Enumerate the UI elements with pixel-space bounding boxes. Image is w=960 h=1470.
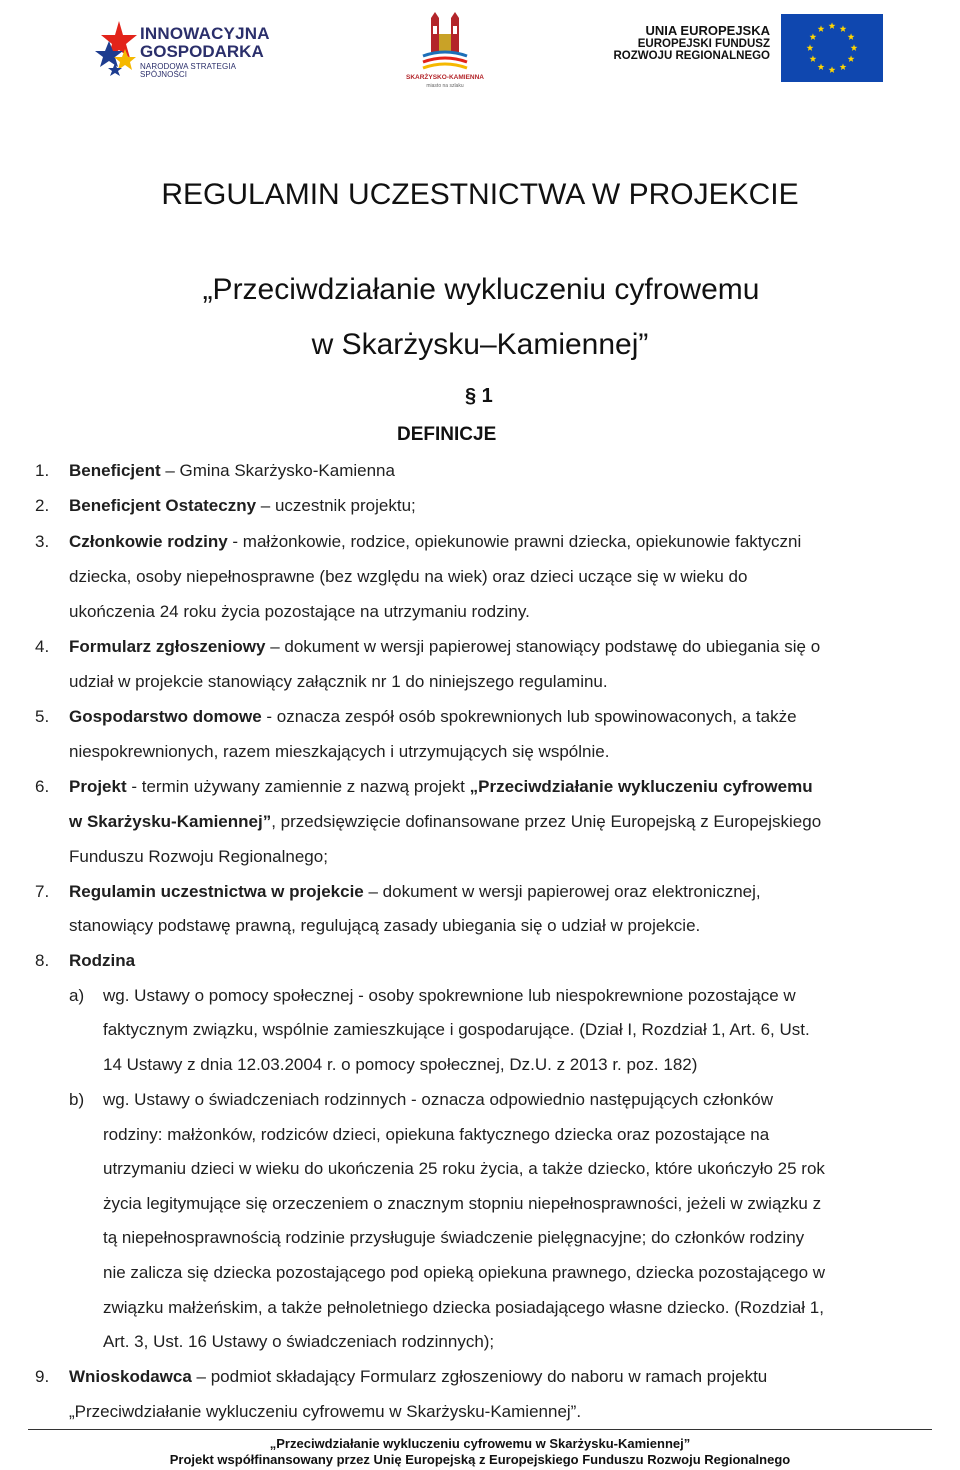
def-text-line: ukończenia 24 roku życia pozostające na utrzymaniu rodziny. <box>69 602 530 621</box>
def-text-line: stanowiący podstawę prawną, regulującą zasady ubiegania się o udział w projekcie. <box>69 916 701 935</box>
ig-logo-line2: GOSPODARKA <box>140 42 264 61</box>
def-number: 2. <box>35 496 50 515</box>
def-term: Gospodarstwo domowe <box>69 707 262 726</box>
skarzysko-kamienna-logo <box>395 12 495 92</box>
sk-logo-line1: SKARŻYSKO-KAMIENNA <box>406 74 484 81</box>
def-number: 7. <box>35 882 50 901</box>
section-title: DEFINICJE <box>397 424 497 445</box>
def-text-line: wg. Ustawy o świadczeniach rodzinnych - oznacza odpowiednio następujących członków <box>103 1090 773 1109</box>
def-number: 9. <box>35 1367 50 1386</box>
ue-logo-line3: ROZWOJU REGIONALNEGO <box>613 49 770 62</box>
def-text-line: udział w projekcie stanowiący załącznik nr 1 do niniejszego regulaminu. <box>69 672 608 691</box>
def-text: – Gmina Skarżysko-Kamienna <box>160 461 395 480</box>
def-text-line <box>69 813 821 830</box>
def-text: , przedsięwzięcie dofinansowane przez Unię Europejską z Europejskiego <box>271 812 822 831</box>
project-name-bold: w Skarżysku-Kamiennej” <box>69 812 272 831</box>
def-term: Formularz zgłoszeniowy <box>69 637 266 656</box>
ue-logo-text <box>600 24 770 62</box>
def-text-line: niespokrewnionych, razem mieszkających i utrzymujących się wspólnie. <box>69 742 610 761</box>
def-text-line: związku małżeńskim, a także pełnoletniego dziecka posiadającego własne dziecko. (Rozdział 1, <box>103 1298 824 1317</box>
def-number: 1. <box>35 461 50 480</box>
header-logos <box>0 0 960 100</box>
def-text-line: utrzymaniu dzieci w wieku do ukończenia 25 roku życia, a także dziecko, które ukończyło 25 rok <box>103 1159 825 1178</box>
sk-logo-line2: miasto na szlaku <box>426 83 464 89</box>
innowacyjna-gospodarka-logo <box>95 17 275 87</box>
sub-item-label: a) <box>69 986 85 1005</box>
def-wnioskodawca <box>69 1368 767 1385</box>
def-text-line: wg. Ustawy o pomocy społecznej - osoby spokrewnione lub niespokrewnione pozostające w <box>103 986 796 1005</box>
project-name-bold: „Przeciwdziałanie wykluczeniu cyfrowemu <box>469 777 813 796</box>
ue-logo-line2: EUROPEJSKI FUNDUSZ <box>637 37 770 50</box>
def-rodzina <box>69 952 135 969</box>
project-name-line1: „Przeciwdziałanie wykluczeniu cyfrowemu <box>202 273 760 306</box>
def-beneficjent <box>69 462 395 479</box>
def-text-line: tą niepełnosprawnością rodzinie przysługuje świadczenie pielęgnacyjne; do członków rodziny <box>103 1228 805 1247</box>
def-number: 4. <box>35 637 50 656</box>
def-text-line: Art. 3, Ust. 16 Ustawy o świadczeniach rodzinnych); <box>103 1332 495 1351</box>
def-term: Beneficjent Ostateczny <box>69 496 257 515</box>
def-term: Projekt <box>69 777 127 796</box>
ig-logo-line3: NARODOWA STRATEGIA SPÓJNOŚCI <box>140 62 236 79</box>
project-name-line2: w Skarżysku–Kamiennej” <box>311 328 649 361</box>
def-text: - termin używany zamiennie z nazwą projekt <box>126 777 470 796</box>
def-text: – dokument w wersji papierowej stanowiący podstawę do ubiegania się o <box>265 637 821 656</box>
def-term: Beneficjent <box>69 461 161 480</box>
def-text-line: nie zalicza się dziecka pozostającego pod opieką opiekuna prawnego, dziecka pozostającego w <box>103 1263 826 1282</box>
def-number: 8. <box>35 951 50 970</box>
def-text: – podmiot składający Formularz zgłoszeniowy do naboru w ramach projektu <box>191 1367 768 1386</box>
def-text: - małżonkowie, rodzice, opiekunowie prawni dziecka, opiekunowie faktyczni <box>227 532 802 551</box>
ue-logo-line1: UNIA EUROPEJSKA <box>645 23 770 38</box>
paragraph-mark: § 1 <box>465 385 493 407</box>
def-number: 6. <box>35 777 50 796</box>
def-text-line: faktycznym związku, wspólnie zamieszkujące i gospodarujące. (Dział I, Rozdział 1, Art. 6, Ust. <box>103 1020 810 1039</box>
def-czlonkowie-rodziny <box>69 533 801 550</box>
def-text-line: rodziny: małżonków, rodziców dzieci, opiekuna faktycznego dziecka oraz pozostające na <box>103 1125 770 1144</box>
church-towers-icon <box>395 12 495 74</box>
footer-project-name: „Przeciwdziałanie wykluczeniu cyfrowemu w Skarżysku-Kamiennej” <box>269 1436 691 1451</box>
document-title: REGULAMIN UCZESTNICTWA W PROJEKCIE <box>161 178 799 211</box>
def-text: – dokument w wersji papierowej oraz elektronicznej, <box>363 882 761 901</box>
def-gospodarstwo <box>69 708 797 725</box>
def-projekt <box>69 778 813 795</box>
eu-flag-icon <box>781 14 883 82</box>
footer-divider <box>28 1429 932 1430</box>
def-text-line: życia legitymujące się orzeczeniem o znacznym stopniu niepełnosprawności, jeżeli w związku z <box>103 1194 822 1213</box>
ig-star-icon <box>95 19 139 79</box>
sub-item-label: b) <box>69 1090 85 1109</box>
def-term: Rodzina <box>69 951 136 970</box>
def-number: 5. <box>35 707 50 726</box>
ig-logo-line1: INNOWACYJNA <box>140 24 270 43</box>
def-formularz <box>69 638 820 655</box>
def-text-line: Funduszu Rozwoju Regionalnego; <box>69 847 328 866</box>
def-beneficjent-ostateczny <box>69 497 416 514</box>
def-number: 3. <box>35 532 50 551</box>
def-term: Regulamin uczestnictwa w projekcie <box>69 882 364 901</box>
def-text: – uczestnik projektu; <box>256 496 416 515</box>
def-term: Członkowie rodziny <box>69 532 228 551</box>
def-text-line: dziecka, osoby niepełnosprawne (bez względu na wiek) oraz dzieci uczące się w wieku do <box>69 567 748 586</box>
def-text-line: 14 Ustawy z dnia 12.03.2004 r. o pomocy społecznej, Dz.U. z 2013 r. poz. 182) <box>103 1055 698 1074</box>
footer-cofinancing-note: Projekt współfinansowany przez Unię Europejską z Europejskiego Funduszu Rozwoju Regionalnego <box>169 1452 791 1467</box>
def-text: - oznacza zespół osób spokrewnionych lub spowinowaconych, a także <box>261 707 797 726</box>
def-text-line: „Przeciwdziałanie wykluczeniu cyfrowemu w Skarżysku-Kamiennej”. <box>69 1402 582 1421</box>
def-term: Wnioskodawca <box>69 1367 192 1386</box>
def-regulamin <box>69 883 761 900</box>
